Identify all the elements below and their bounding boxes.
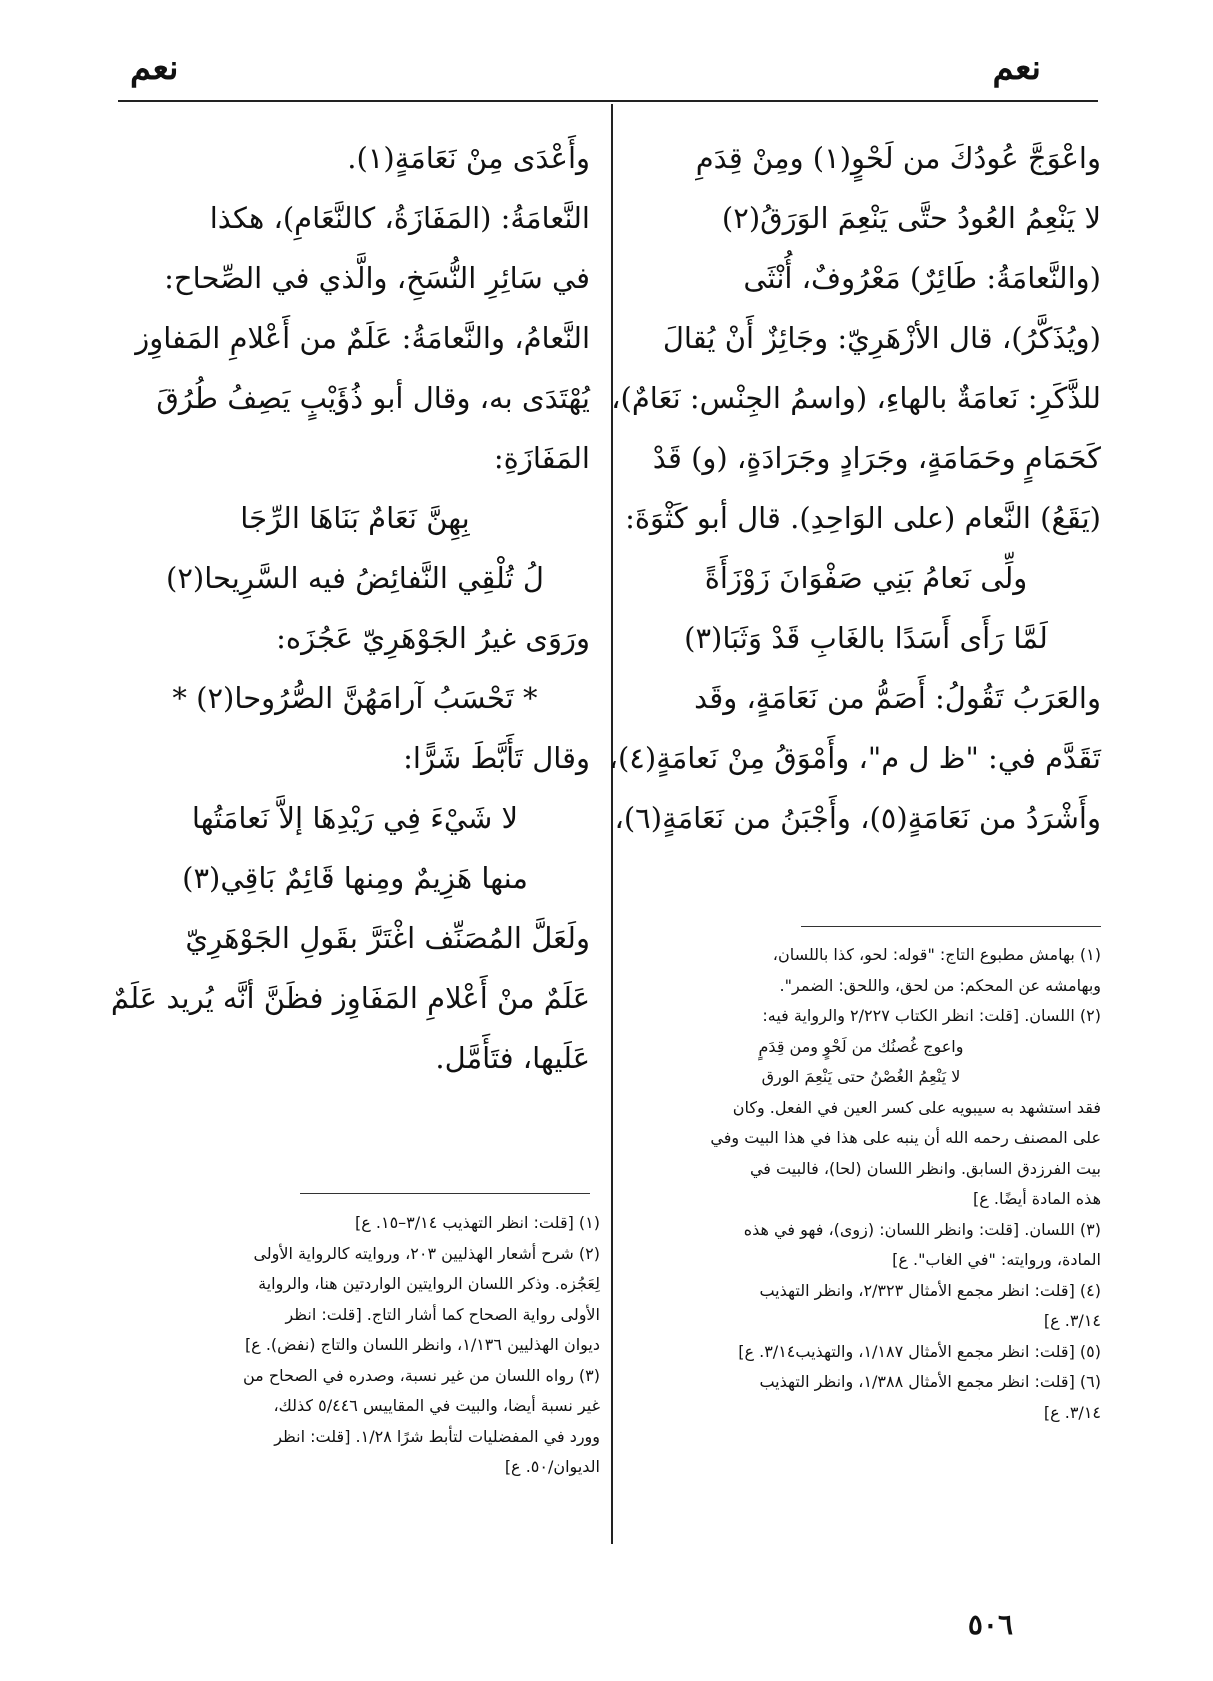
- footnote-line: (٦) [قلت: انظر مجمع الأمثال ١/٣٨٨، وانظر التهذيب: [759, 1372, 1101, 1391]
- footnote-verse: واعوج غُصنُك من لَحْوٍ ومن قِدَمٍ: [758, 1036, 964, 1056]
- text-line: ولَعَلَّ المُصَنِّف اغْتَرَّ بقَولِ الجَوْهَرِيّ: [185, 921, 590, 955]
- footnote-line: هذه المادة أيضًا. ع]: [973, 1189, 1101, 1208]
- right-column: [608, 128, 1101, 848]
- text-line: (والنَّعامَةُ: طَائِرٌ) مَعْرُوفٌ، أُنْثَى: [743, 261, 1101, 295]
- footnote-verse: لا يَنْعِمُ الغُصْنُ حتى يَنْعِمَ الورق: [761, 1067, 961, 1086]
- text-line: النَّعامُ، والنَّعامَةُ: عَلَمٌ من أَعْلامِ المَفاوِز: [135, 321, 590, 355]
- text-line: عَلَيها، فتَأَمَّل.: [435, 1041, 590, 1075]
- footnote-line: (١) بهامش مطبوع التاج: "قوله: لحو، كذا باللسان،: [772, 945, 1101, 964]
- text-line: واعْوَجَّ عُودُكَ من لَحْوٍ(١) ومِنْ قِدَمِ: [695, 141, 1101, 175]
- text-line: ورَوَى غيرُ الجَوْهَرِيّ عَجُزَه:: [276, 621, 590, 655]
- verse-line: بِهِنَّ نَعَامٌ بَنَاهَا الرِّجَا: [240, 501, 470, 535]
- text-line: للذَّكَرِ: نَعامَةٌ بالهاءِ، (واسمُ الجِنْس: نَعَامٌ)،: [611, 381, 1101, 415]
- verse-line: لا شَيْءَ فِي رَيْدِهَا إلاَّ نَعامَتُها: [191, 801, 519, 835]
- footnote-line: ٣/١٤. ع]: [1043, 1402, 1101, 1422]
- verse-line: * تَحْسَبُ آرامَهُنَّ الصُّرُوحا(٢) *: [172, 681, 538, 715]
- text-line: (يَقَعُ) النَّعام (على الوَاحِدِ). قال أبو كَثْوَةَ:: [625, 501, 1101, 535]
- text-line: وأَعْدَى مِنْ نَعَامَةٍ(١).: [347, 141, 590, 175]
- footnote-line: (٥) [قلت: انظر مجمع الأمثال ١/١٨٧، والتهذيب٣/١٤. ع]: [738, 1341, 1101, 1361]
- footnote-line: الأولى رواية الصحاح كما أشار التاج. [قلت: انظر: [285, 1304, 600, 1324]
- text-line: كَحَمَامٍ وحَمَامَةٍ، وجَرَادٍ وجَرَادَةٍ، (و) قَدْ: [652, 441, 1101, 475]
- page-number: ٥٠٦: [967, 1608, 1013, 1641]
- text-line: لا يَنْعِمُ العُودُ حتَّى يَنْعِمَ الوَرَقُ(٢): [721, 201, 1101, 235]
- footnote-line: بيت الفرزدق السابق. وانظر اللسان (لحا)، فالبيت في: [749, 1158, 1101, 1178]
- footnote-line: الديوان/٥٠. ع]: [504, 1457, 600, 1476]
- text-line: والعَرَبُ تَقُولُ: أَصَمُّ من نَعَامَةٍ، وقَد: [694, 681, 1101, 715]
- right-footnotes: [621, 940, 1101, 1428]
- text-line: وأَشْرَدُ من نَعَامَةٍ(٥)، وأَجْبَنُ من نَعَامَةٍ(٦)،: [614, 801, 1101, 835]
- text-line: النَّعامَةُ: (المَفَازَةُ، كالنَّعَامِ)، هكذا: [209, 201, 590, 235]
- header-rule: [118, 100, 1098, 102]
- footnote-line: (٣) رواه اللسان من غير نسبة، وصدره في الصحاح من: [242, 1365, 600, 1385]
- text-line: يُهْتَدَى به، وقال أبو ذُؤَيْبٍ يَصِفُ طُرُقَ: [156, 381, 590, 415]
- footnote-line: غير نسبة أيضا، والبيت في المقاييس ٥/٤٤٦ كذلك،: [273, 1396, 600, 1415]
- running-header-left: نعم: [130, 48, 179, 88]
- left-column: [110, 128, 590, 1088]
- text-line: عَلَمٌ منْ أَعْلامِ المَفَاوِز فظَنَّ أنَّه يُريد عَلَمٌ: [110, 981, 590, 1015]
- footnote-line: فقد استشهد به سيبويه على كسر العين في الفعل. وكان: [732, 1097, 1101, 1117]
- verse-line: لَمَّا رَأَى أَسَدًا بالغَابِ قَدْ وَثَبَا(٣): [684, 621, 1048, 655]
- footnote-line: ديوان الهذليين ١/١٣٦، وانظر اللسان والتاج (نفض). ع]: [244, 1335, 600, 1354]
- text-line: (ويُذَكَّرُ)، قال الأزْهَرِيّ: وجَائِزٌ أَنْ يُقالَ: [662, 321, 1101, 355]
- running-header-right: نعم: [992, 48, 1041, 88]
- footnote-line: (٢) اللسان. [قلت: انظر الكتاب ٢/٢٢٧ والرواية فيه:: [762, 1006, 1101, 1025]
- footnote-line: (٤) [قلت: انظر مجمع الأمثال ٢/٣٢٣، وانظر التهذيب: [759, 1280, 1101, 1300]
- footnote-line: وورد في المفضليات لتأبط شرًا ١/٢٨. [قلت: انظر: [274, 1426, 600, 1446]
- verse-line: منها هَزِيمٌ ومِنها قَائِمٌ بَاقِي(٣): [182, 861, 528, 895]
- footnote-line: ٣/١٤. ع]: [1043, 1311, 1101, 1330]
- column-divider: [611, 104, 613, 1544]
- footnote-rule-right: [801, 926, 1101, 927]
- footnote-line: المادة، وروايته: "في الغاب". ع]: [892, 1250, 1101, 1269]
- footnote-line: (١) [قلت: انظر التهذيب ٣/١٤–١٥. ع]: [355, 1213, 600, 1232]
- verse-line: ولِّى نَعامُ بَنِي صَفْوَانَ زَوْزَأَةً: [704, 561, 1028, 595]
- footnote-line: لِعَجُزه. وذكر اللسان الروايتين الواردتين هنا، والرواية: [258, 1274, 600, 1293]
- footnote-rule-left: [300, 1193, 590, 1194]
- text-line: تَقَدَّم في: "ظ ل م"، وأَمْوَقُ مِنْ نَعامَةٍ(٤)،: [608, 741, 1101, 775]
- footnote-line: (٢) شرح أشعار الهذليين ٢٠٣، وروايته كالرواية الأولى: [253, 1243, 600, 1263]
- footnote-line: وبهامشه عن المحكم: من لحق، واللحق: الضمر".: [779, 975, 1101, 995]
- left-footnotes: [120, 1208, 600, 1483]
- text-line: المَفَازَةِ:: [493, 441, 590, 475]
- footnote-line: (٣) اللسان. [قلت: وانظر اللسان: (زوى)، فهو في هذه: [743, 1219, 1101, 1239]
- text-line: وقال تَأَبَّطَ شَرًّا:: [403, 741, 590, 775]
- verse-line: لُ تُلْقِي النَّفائِضُ فيه السَّرِيحا(٢): [166, 561, 544, 595]
- footnote-line: على المصنف رحمه الله أن ينبه على هذا في هذا البيت وفي: [710, 1128, 1101, 1147]
- text-line: في سَائِرِ النُّسَخِ، والَّذي في الصِّحاح:: [164, 261, 590, 295]
